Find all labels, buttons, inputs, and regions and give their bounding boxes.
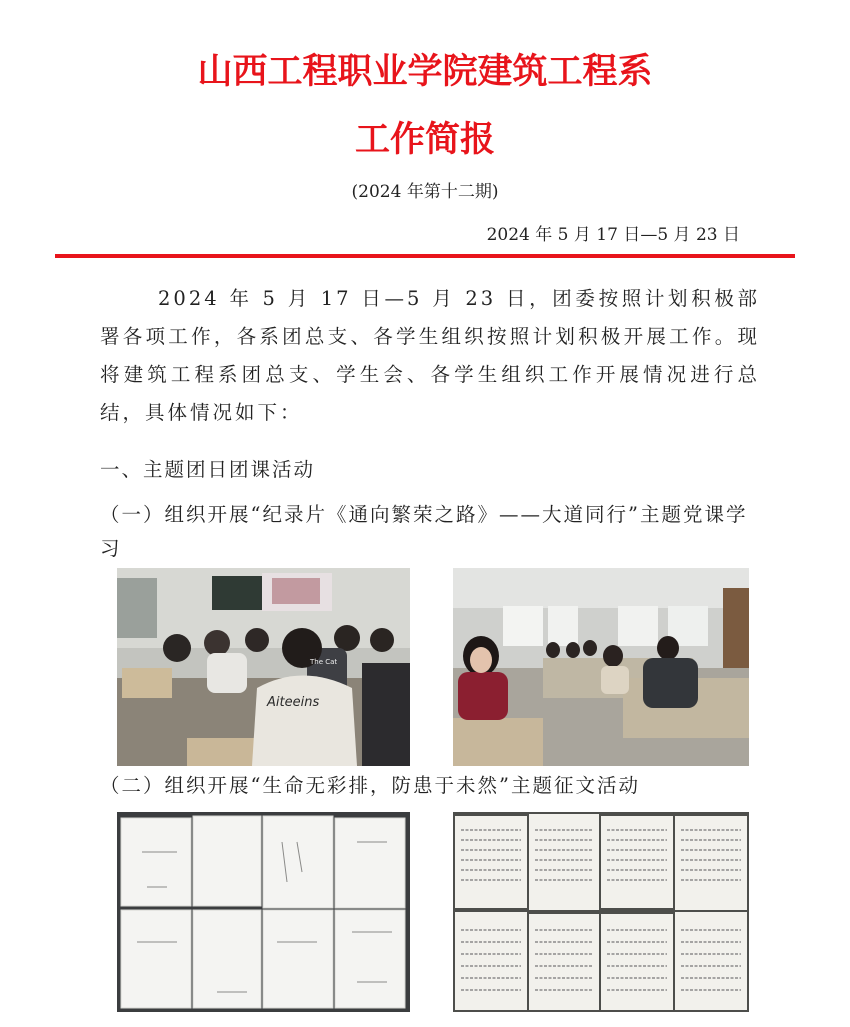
- shirt-print-text: Aiteeins: [267, 695, 320, 710]
- shirt-print-text-2: The Cat: [310, 658, 338, 666]
- red-divider: [55, 254, 795, 258]
- subsection-heading-1: （一）组织开展“纪录片《通向繁荣之路》——大道同行”主题党课学习: [100, 503, 748, 560]
- intro-paragraph: 2024 年 5 月 17 日—5 月 23 日，团委按照计划积极部署各项工作，各系团总支、各学生组织按照计划积极开展工作。现将建筑工程系团总支、学生会、各学生组织工作开展情况进行总结，具体情况如下：: [100, 287, 760, 424]
- classroom-photo-2: [453, 568, 749, 766]
- report-title-line2: 工作简报: [354, 120, 495, 160]
- classroom-photo-1: [117, 568, 410, 766]
- subsection-heading-2: （二）组织开展“生命无彩排，防患于未然”主题征文活动: [100, 774, 640, 797]
- essay-covers-photo: [117, 812, 410, 1012]
- essay-pages-photo: [453, 812, 749, 1012]
- date-range: 2024 年 5 月 17 日—5 月 23 日: [486, 225, 740, 245]
- report-title-line1: 山西工程职业学院建筑工程系: [197, 52, 653, 92]
- section-heading-1: 一、主题团日团课活动: [100, 458, 316, 481]
- issue-number: (2024 年第十二期): [351, 182, 499, 202]
